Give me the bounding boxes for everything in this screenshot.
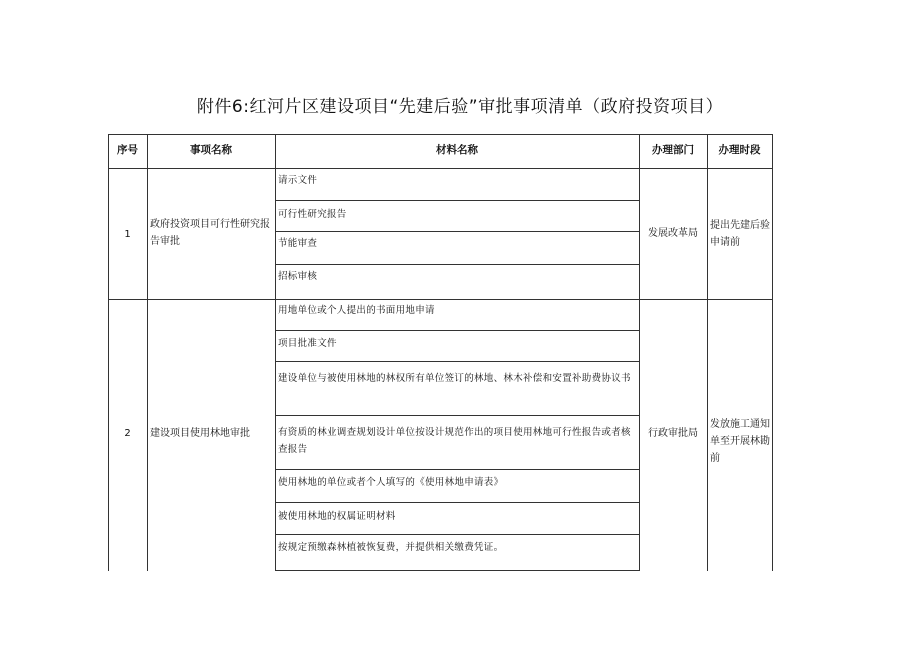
row1-material-1: 请示文件 xyxy=(278,175,318,186)
header-materials: 材料名称 xyxy=(436,144,478,156)
column-divider xyxy=(639,134,640,571)
column-divider xyxy=(707,134,708,571)
row-divider xyxy=(108,299,773,300)
column-divider xyxy=(275,134,276,571)
material-divider xyxy=(275,469,639,470)
row1-material-2: 可行性研究报告 xyxy=(278,209,347,220)
table-border-top xyxy=(108,134,773,135)
approval-table xyxy=(108,134,773,571)
material-divider xyxy=(275,415,639,416)
table-border-left xyxy=(108,134,109,571)
header-period: 办理时段 xyxy=(718,144,761,156)
material-divider xyxy=(275,264,639,265)
material-divider xyxy=(275,361,639,362)
material-divider xyxy=(275,330,639,331)
column-divider xyxy=(147,134,148,571)
material-divider xyxy=(275,534,639,535)
row1-department: 发展改革局 xyxy=(648,228,698,239)
row1-period: 提出先建后验申请前 xyxy=(710,220,770,248)
row2-item: 建设项目使用林地审批 xyxy=(150,428,250,439)
header-divider xyxy=(108,168,773,169)
material-divider xyxy=(275,231,639,232)
table-border-right xyxy=(772,134,773,571)
row1-material-4: 招标审核 xyxy=(278,271,318,282)
row2-material-2: 项目批准文件 xyxy=(278,338,337,349)
row2-department: 行政审批局 xyxy=(648,428,698,439)
material-divider xyxy=(275,570,639,571)
row2-material-1: 用地单位或个人提出的书面用地申请 xyxy=(278,305,435,316)
row2-material-5: 使用林地的单位或者个人填写的《使用林地申请表》 xyxy=(278,477,504,488)
row2-material-6: 被使用林地的权属证明材料 xyxy=(278,511,396,522)
header-department: 办理部门 xyxy=(652,144,694,156)
row1-no: 1 xyxy=(124,229,131,240)
row2-period: 发放施工通知单至开展林勘前 xyxy=(710,419,770,464)
row2-no: 2 xyxy=(124,428,131,439)
header-item: 事项名称 xyxy=(190,144,232,156)
document-title: 附件6:红河片区建设项目“先建后验”审批事项清单（政府投资项目） xyxy=(196,97,724,117)
row2-material-4: 有资质的林业调查规划设计单位按设计规范作出的项目使用林地可行性报告或者核查报告 xyxy=(278,427,631,455)
row2-material-3: 建设单位与被使用林地的林权所有单位签订的林地、林木补偿和安置补助费协议书 xyxy=(278,373,631,384)
material-divider xyxy=(275,200,639,201)
row2-material-7: 按规定预缴森林植被恢复费，并提供相关缴费凭证。 xyxy=(278,542,504,553)
row1-material-3: 节能审查 xyxy=(278,238,318,249)
material-divider xyxy=(275,502,639,503)
header-no: 序号 xyxy=(117,144,138,156)
row1-item: 政府投资项目可行性研究报告审批 xyxy=(150,219,270,247)
